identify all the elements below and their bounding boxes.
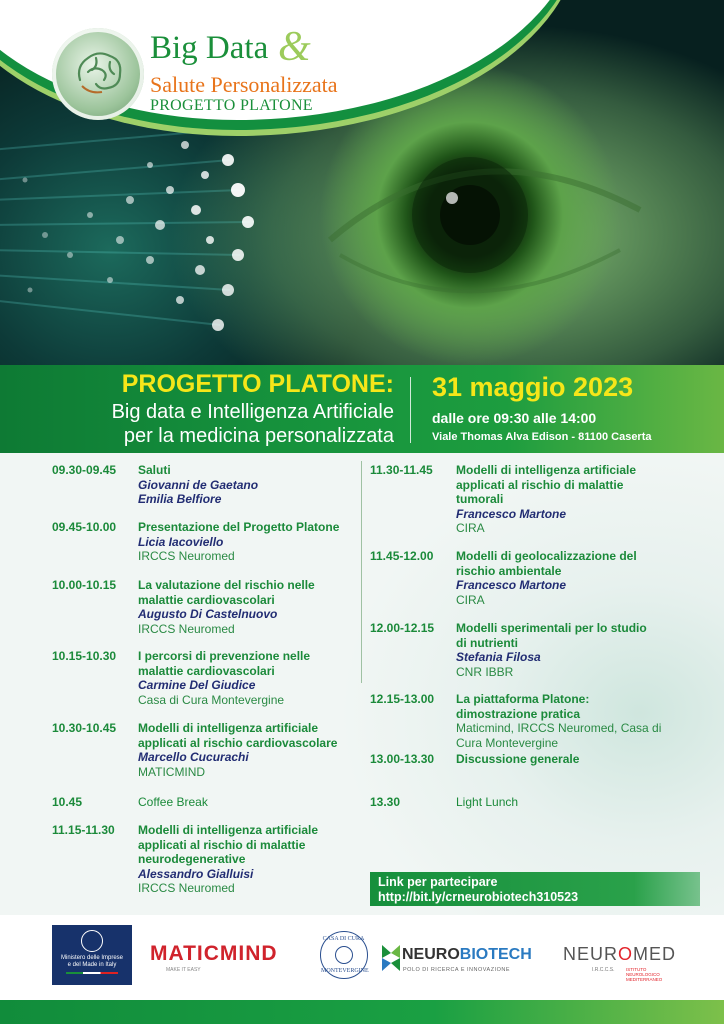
hero-image <box>0 0 724 365</box>
item-time: 10.45 <box>52 795 83 809</box>
item-title: La valutazione del rischio nelle <box>138 578 315 592</box>
cura-bottom-text: MONTEVERGINE <box>321 968 369 974</box>
item-time: 11.45-12.00 <box>370 549 434 563</box>
item-speaker: Marcello Cucurachi <box>138 750 249 764</box>
item-body <box>456 795 681 810</box>
item-speaker: Giovanni de Gaetano <box>138 477 259 492</box>
program-section <box>0 453 724 915</box>
neuromed-logo: NEUROMED <box>563 944 677 964</box>
ministero-logo <box>52 925 132 985</box>
item-speaker: Francesco Martone <box>456 578 567 592</box>
item-time: 10.30-10.45 <box>52 721 117 735</box>
item-organization: Cura Montevergine <box>456 735 559 750</box>
item-title: neurodegenerative <box>138 852 246 866</box>
ministero-line-2: e del Made in Italy <box>67 962 117 968</box>
item-speaker: Licia Iacoviello <box>138 534 224 549</box>
item-title: Modelli di intelligenza artificiale <box>138 823 319 837</box>
item-title: Presentazione del Progetto Platone <box>138 520 340 534</box>
brain-logo <box>52 28 144 120</box>
event-address: Viale Thomas Alva Edison - 81100 Caserta <box>432 431 652 443</box>
item-title: Modelli sperimentali per lo studio <box>456 621 647 635</box>
link-label: Link per partecipare <box>378 875 498 889</box>
item-speaker: Emilia Belfiore <box>138 492 222 506</box>
item-title: I percorsi di prevenzione nelle <box>138 649 311 663</box>
banner-divider <box>410 377 411 443</box>
neuromed-irccs: I.R.C.C.S. <box>592 967 615 973</box>
cura-top-text: CASA DI CURA <box>322 936 365 942</box>
item-time: 11.30-11.45 <box>370 463 433 477</box>
item-title: di nutrienti <box>456 635 518 650</box>
banner-subtitle-1: Big data e Intelligenza Artificiale <box>111 401 394 423</box>
logo-big-data: Big Data <box>150 30 269 66</box>
casa-di-cura-logo <box>320 931 368 979</box>
italian-flag-icon <box>66 972 118 974</box>
item-time: 09.45-10.00 <box>52 520 117 534</box>
item-time: 13.30 <box>370 795 401 809</box>
item-title: applicati al rischio di malattie <box>138 837 306 852</box>
item-organization: Maticmind, IRCCS Neuromed, Casa di <box>456 721 662 735</box>
item-body <box>138 578 378 636</box>
item-body <box>138 795 378 810</box>
logo-salute: Salute Personalizzata <box>150 72 338 97</box>
banner-subtitle-2: per la medicina personalizzata <box>123 425 394 447</box>
item-time: 11.15-11.30 <box>52 823 115 837</box>
item-body <box>456 549 681 607</box>
logo-ampersand: & <box>278 24 311 70</box>
item-body <box>138 649 378 707</box>
item-speaker: Carmine Del Giudice <box>138 678 256 692</box>
item-time: 09.30-09.45 <box>52 463 117 477</box>
item-speaker: Alessandro Gialluisi <box>138 866 254 881</box>
item-title: tumorali <box>456 492 504 506</box>
logo-progetto: PROGETTO PLATONE <box>150 97 313 114</box>
item-organization: Casa di Cura Montevergine <box>138 692 285 707</box>
participation-link-box[interactable] <box>370 872 700 906</box>
item-organization: CNR IBBR <box>456 664 514 679</box>
item-title: Modelli di intelligenza artificiale <box>138 721 319 735</box>
event-time: dalle ore 09:30 alle 14:00 <box>432 410 597 426</box>
item-time: 12.00-12.15 <box>370 621 435 635</box>
item-speaker: Augusto Di Castelnuovo <box>138 607 278 621</box>
item-title: rischio ambientale <box>456 563 562 578</box>
cura-emblem-icon <box>335 946 353 964</box>
event-date: 31 maggio 2023 <box>432 372 634 402</box>
item-organization: MATICMIND <box>138 764 206 779</box>
neurobiotech-icon <box>382 945 400 971</box>
item-body <box>138 721 378 779</box>
item-body <box>456 621 681 679</box>
item-organization: IRCCS Neuromed <box>138 881 235 895</box>
item-organization: CIRA <box>456 521 485 535</box>
item-title: Modelli di geolocalizzazione del <box>456 549 637 563</box>
item-time: 12.15-13.00 <box>370 692 435 706</box>
neuromed-istituto: ISTITUTO NEUROLOGICO MEDITERRANEO <box>626 967 663 982</box>
banner-headline: PROGETTO PLATONE: <box>121 370 394 398</box>
item-title: Saluti <box>138 463 171 477</box>
item-title: Light Lunch <box>456 795 519 809</box>
item-body <box>138 520 378 564</box>
item-speaker: Francesco Martone <box>456 506 567 521</box>
event-banner <box>0 365 724 453</box>
item-body <box>138 823 378 896</box>
item-organization: CIRA <box>456 592 485 607</box>
item-organization: IRCCS Neuromed <box>138 549 235 563</box>
footer-bar <box>0 1000 724 1024</box>
item-title: Modelli di intelligenza artificiale <box>456 463 637 477</box>
item-body <box>138 463 378 507</box>
item-title: La piattaforma Platone: <box>456 692 590 706</box>
item-body <box>456 692 681 750</box>
item-organization: IRCCS Neuromed <box>138 621 235 636</box>
item-title: applicati al rischio di malattie <box>456 477 624 492</box>
neurobiotech-tagline: POLO DI RICERCA E INNOVAZIONE <box>403 967 510 973</box>
maticmind-logo: MATICMIND <box>150 942 278 965</box>
item-title: Discussione generale <box>456 752 580 766</box>
item-body <box>456 752 681 767</box>
item-title: applicati al rischio cardiovascolare <box>138 735 338 750</box>
link-url[interactable]: http://bit.ly/crneurobiotech310523 <box>378 890 579 904</box>
brain-icon <box>52 28 144 120</box>
maticmind-tagline: MAKE IT EASY <box>166 967 201 973</box>
item-time: 13.00-13.30 <box>370 752 435 766</box>
item-time: 10.00-10.15 <box>52 578 117 592</box>
emblem-icon <box>81 930 103 952</box>
item-time: 10.15-10.30 <box>52 649 117 663</box>
item-title: dimostrazione pratica <box>456 706 581 721</box>
item-body <box>456 463 681 536</box>
item-speaker: Stefania Filosa <box>456 650 541 664</box>
item-title: Coffee Break <box>138 795 208 809</box>
item-title: malattie cardiovascolari <box>138 663 275 678</box>
item-title: malattie cardiovascolari <box>138 592 275 607</box>
neurobiotech-logo: NEUROBIOTECH <box>402 946 532 963</box>
ministero-line-1: Ministero delle Imprese <box>60 955 124 961</box>
sponsor-logos <box>0 915 724 1000</box>
